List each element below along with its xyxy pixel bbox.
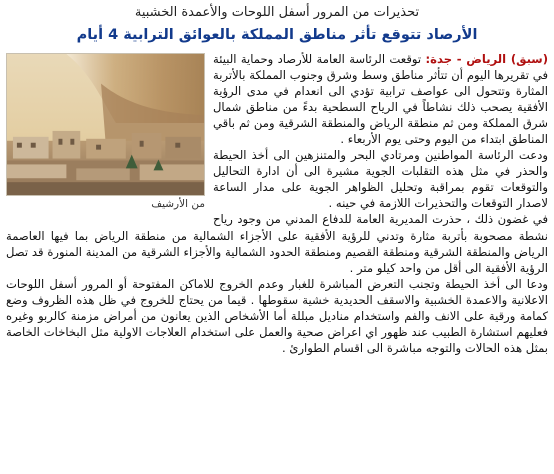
article-kicker: تحذيرات من المرور أسفل اللوحات والأعمدة الخشبية — [134, 5, 420, 20]
sandstorm-photo[interactable] — [6, 53, 205, 196]
article-paragraph: ودعت الرئاسة المواطنين ومرتادي البحر والمتنزهين الى أخذ الحيطة والحذر في مثل هذه التقلبات الجوية مشيرة الى أن ادارة التحاليل والتوقعات تقوم بمراقبة وتحليل الظواهر الجوية على مدار الساعة لاصدار التوقعات والتحذيرات اللازمة في حينه . — [213, 148, 548, 211]
photo-caption: من الأرشيف — [151, 198, 205, 210]
paragraph-text: توقعت الرئاسة العامة للأرصاد وحماية البيئة في تقريرها اليوم أن تتأثر مناطق وسط وشرق وجنوب المملكة بالأتربة المثارة وتتحول الى عواصف ترابية تؤدي الى انعدام في مدى الرؤية الأفقية يصحب ذلك نشاطاً في الرياح السطحية بدءً من مناطق شمال شرق المملكة ومن ثم منطقة الرياض والمنطقة الشرقية ومن ثم باقي المناطق ابتداء من اليوم وحتى يوم الأربعاء . — [213, 52, 548, 147]
article-figure — [6, 53, 205, 211]
article-dateline: (سبق) الرياض - جدة: — [425, 52, 548, 66]
article-paragraph: في غضون ذلك ، حذرت المديرية العامة للدفاع المدني من وجود رياح نشطة مصحوبة بأتربة مثارة وتدني للرؤية الأفقية على الأجزاء الشمالية من منطقة الرياض بما فيها العاصمة الرياض والمنطقة الشرقية ومنطقة القصيم ومنطقة الحدود الشمالية والأجزاء الشرقية من المدينة المنورة قد تصل الرؤية الأفقية الى أقل من واحد كيلو متر . — [6, 212, 548, 275]
article-paragraph: ودعا الى أخذ الحيطة وتجنب التعرض المباشرة للغبار وعدم الخروج للاماكن المفتوحة أو المرور أسفل اللوحات الاعلانية والاعمدة الخشبية والاسقف الحديدية خشية سقوطها . قيما من يحتاج للخروج في ظل هذه الظروف وضع كمامة ورقية على الانف والفم واستخدام مناديل مبللة أما الأشخاص الذين يعانون من أمراض مزمنة كالربو وغيره فعليهم استشارة الطبيب عند ظهور اي اعراض صحية والعمل على استخدام العلاجات الاولية مثل البخاخات الخاصة بمثل هذه الحالات والتوجه مباشرة الى اقسام الطوارئ . — [6, 276, 548, 355]
article-body — [6, 51, 548, 356]
article-headline[interactable]: الأرصاد تتوقع تأثر مناطق المملكة بالعوائق الترابية 4 أيام — [76, 27, 478, 43]
